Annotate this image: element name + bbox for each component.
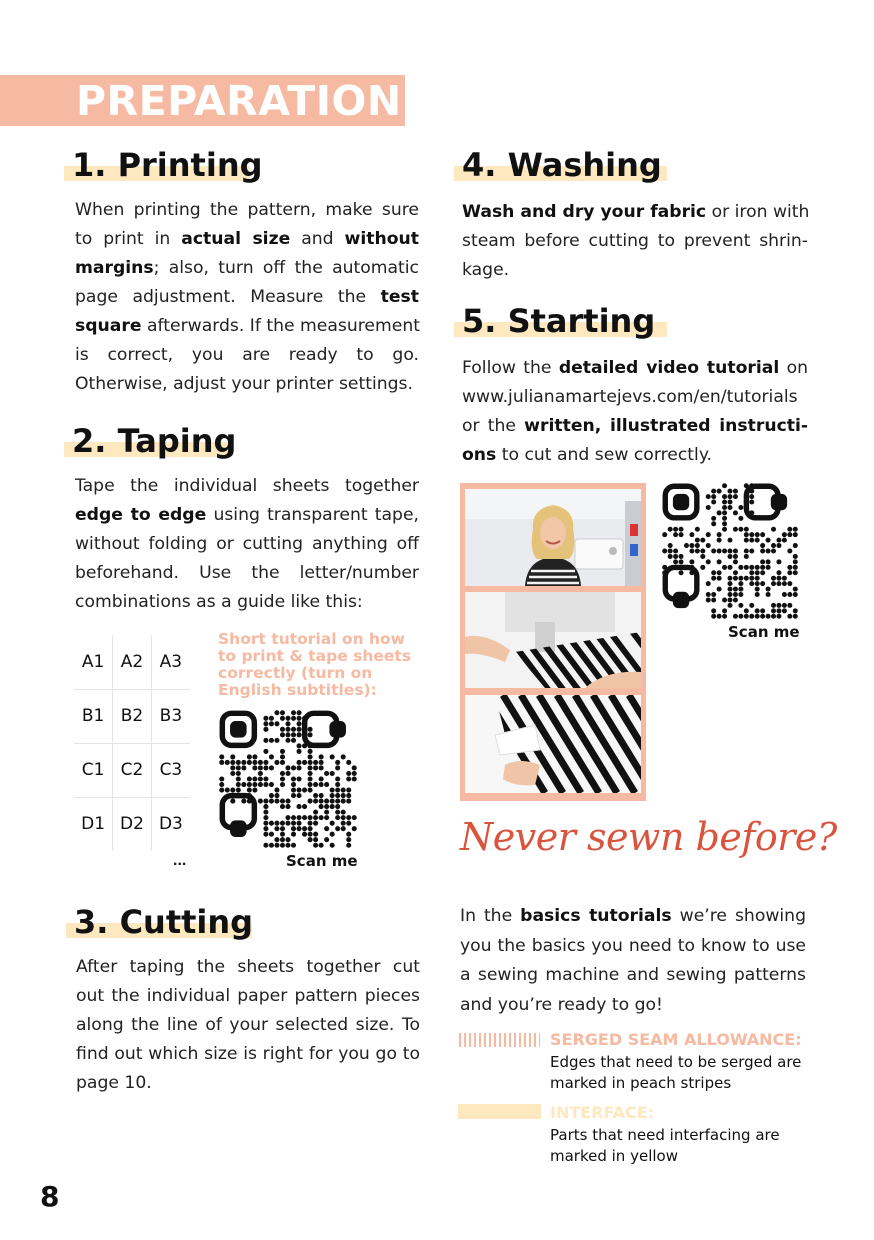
heading-starting: 5. Starting [462, 302, 656, 340]
grid-cell: B3 [151, 689, 190, 743]
page-number: 8 [40, 1180, 60, 1213]
qr-code-icon[interactable] [219, 710, 357, 848]
text-line: is correct, you are ready to go. [75, 345, 419, 365]
qr-code-icon[interactable] [662, 483, 798, 619]
text-line: square afterwards. If the measurement [75, 316, 420, 336]
scan-me-label: Scan me [728, 623, 800, 641]
text-line: margins; also, turn off the automatic [75, 258, 419, 278]
starting-text [462, 354, 808, 470]
text-line: Otherwise, adjust your printer settings. [75, 374, 413, 394]
photo-sewing [465, 592, 641, 688]
text-line: combinations as a guide like this: [75, 592, 363, 612]
photo-presenter [465, 489, 641, 586]
text-line: In the basics tutorials we’re showing [460, 906, 806, 926]
grid-cell: B1 [74, 689, 113, 743]
grid-cell: D2 [113, 797, 152, 851]
legend-serged-desc: Edges that need to be serged are marked in peach stripes [550, 1053, 802, 1092]
photo-fabric [465, 695, 641, 793]
text-line: page adjustment. Measure the test [75, 287, 419, 307]
taping-text [75, 472, 419, 617]
grid-cell: A3 [151, 635, 190, 689]
page-title: PREPARATION [76, 77, 402, 125]
grid-cell: D1 [74, 797, 113, 851]
text-line: find out which size is right for you go to [76, 1044, 420, 1064]
printing-text [75, 196, 419, 399]
text-line: to print in actual size and without [75, 229, 420, 249]
legend-interface-title: INTERFACE: [550, 1103, 655, 1122]
text-line: Follow the detailed video tutorial on [462, 358, 809, 378]
heading-washing: 4. Washing [462, 146, 662, 184]
heading-cutting: 3. Cutting [74, 903, 254, 941]
script-title: Never sewn before? [460, 815, 837, 859]
text-line: without folding or cutting anything off [75, 534, 419, 554]
tutorial-note: Short tutorial on how to print & tape sheets correctly (turn on English subtitles): [218, 630, 412, 699]
sheet-grid [74, 635, 190, 851]
interface-swatch [458, 1104, 541, 1119]
text-line: you the basics you need to know to use [460, 935, 806, 956]
text-line: page 10. [76, 1073, 152, 1093]
text-line: steam before cutting to prevent shrin- [462, 231, 808, 251]
text-line: or the written, illustrated instructi- [462, 416, 809, 436]
text-line: www.julianamartejevs.com/en/tutorials [462, 387, 798, 407]
grid-cell: D3 [151, 797, 190, 851]
text-line: ons to cut and sew correctly. [462, 445, 712, 465]
serged-swatch [459, 1033, 540, 1047]
text-line: When printing the pattern, make sure [75, 200, 419, 220]
grid-cell: B2 [113, 689, 152, 743]
text-line: beforehand. Use the letter/number [75, 563, 419, 583]
text-line: and you’re ready to go! [460, 994, 663, 1015]
grid-cell: C3 [151, 743, 190, 797]
legend-serged-title: SERGED SEAM ALLOWANCE: [550, 1030, 802, 1049]
text-line: kage. [462, 260, 510, 280]
text-line: Tape the individual sheets together [75, 476, 419, 496]
text-line: After taping the sheets together cut [76, 957, 420, 977]
text-line: out the individual paper pattern pieces [76, 986, 420, 1006]
heading-taping: 2. Taping [72, 422, 237, 460]
heading-printing: 1. Printing [72, 146, 263, 184]
scan-me-label: Scan me [286, 852, 358, 870]
grid-cell: C2 [113, 743, 152, 797]
basics-text [460, 902, 806, 1020]
text-line: along the line of your selected size. To [76, 1015, 420, 1035]
text-line: a sewing machine and sewing patterns [460, 965, 806, 985]
grid-cell: C1 [74, 743, 113, 797]
text-line: Wash and dry your fabric or iron with [462, 202, 810, 222]
text-line: edge to edge using transparent tape, [75, 505, 419, 525]
cutting-text [76, 953, 420, 1098]
grid-ellipsis: ... [173, 852, 187, 869]
washing-text [462, 198, 808, 285]
grid-cell: A1 [74, 635, 113, 689]
grid-cell: A2 [113, 635, 152, 689]
legend-interface-desc: Parts that need interfacing are marked in yellow [550, 1126, 780, 1165]
